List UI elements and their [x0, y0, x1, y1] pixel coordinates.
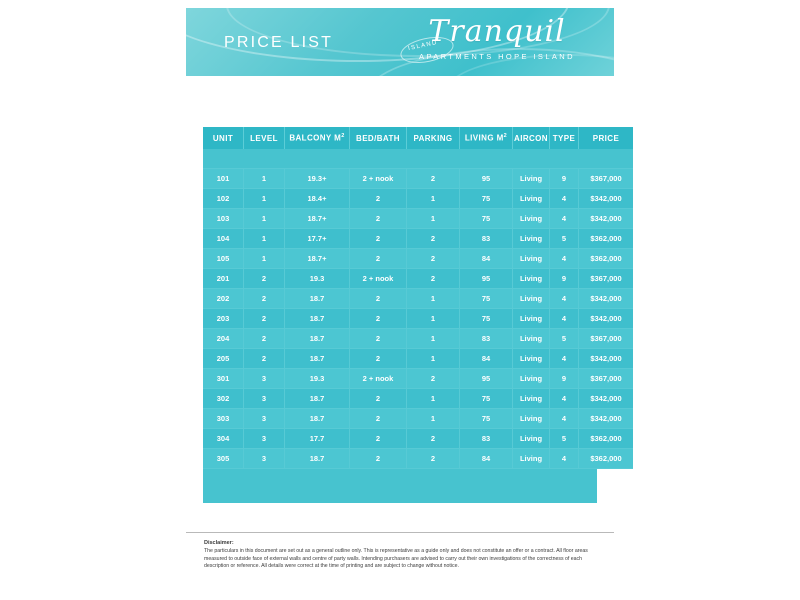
- column-header-balcony: [285, 127, 350, 149]
- header-banner: [186, 8, 614, 76]
- cell-bedbath: 2: [350, 249, 407, 269]
- cell-bedbath: 2: [350, 189, 407, 209]
- cell-aircon: Living: [513, 249, 550, 269]
- cell-type: 4: [550, 209, 579, 229]
- column-header-bedbath: BED/BATH: [350, 127, 407, 149]
- cell-living: 75: [460, 209, 513, 229]
- disclaimer-title: Disclaimer:: [204, 540, 234, 546]
- cell-living: 75: [460, 289, 513, 309]
- cell-price: $367,000: [579, 369, 634, 389]
- table-row: [203, 249, 633, 269]
- cell-parking: 1: [407, 289, 460, 309]
- cell-aircon: Living: [513, 369, 550, 389]
- column-header-unit: UNIT: [203, 127, 244, 149]
- price-table-container: [203, 127, 622, 503]
- cell-aircon: Living: [513, 449, 550, 469]
- table-row: [203, 389, 633, 409]
- table-body: [203, 149, 633, 469]
- cell-parking: 2: [407, 169, 460, 189]
- cell-price: $362,000: [579, 429, 634, 449]
- cell-balcony: 18.7: [285, 389, 350, 409]
- cell-unit: 205: [203, 349, 244, 369]
- column-header-parking: PARKING: [407, 127, 460, 149]
- cell-living: 75: [460, 309, 513, 329]
- cell-aircon: Living: [513, 329, 550, 349]
- cell-unit: 203: [203, 309, 244, 329]
- cell-unit: 301: [203, 369, 244, 389]
- cell-price: $367,000: [579, 329, 634, 349]
- cell-level: 3: [244, 449, 285, 469]
- cell-living: 84: [460, 349, 513, 369]
- cell-level: 1: [244, 209, 285, 229]
- cell-parking: 1: [407, 349, 460, 369]
- cell-living: 95: [460, 169, 513, 189]
- cell-level: 2: [244, 349, 285, 369]
- cell-unit: 303: [203, 409, 244, 429]
- cell-level: 3: [244, 389, 285, 409]
- cell-level: 3: [244, 429, 285, 449]
- column-header-living-sup: 2: [503, 133, 508, 140]
- column-header-aircon: AIRCON: [513, 127, 550, 149]
- cell-living: 75: [460, 389, 513, 409]
- cell-living: 95: [460, 269, 513, 289]
- table-row: [203, 209, 633, 229]
- cell-unit: 201: [203, 269, 244, 289]
- cell-parking: 2: [407, 269, 460, 289]
- table-row: [203, 349, 633, 369]
- cell-parking: 2: [407, 369, 460, 389]
- cell-unit: 305: [203, 449, 244, 469]
- cell-type: 4: [550, 189, 579, 209]
- table-spacer-row: [203, 149, 633, 169]
- cell-price: $342,000: [579, 389, 634, 409]
- cell-level: 2: [244, 289, 285, 309]
- brand-subtitle: APARTMENTS HOPE ISLAND: [419, 52, 575, 61]
- cell-type: 5: [550, 429, 579, 449]
- cell-level: 1: [244, 189, 285, 209]
- cell-price: $362,000: [579, 449, 634, 469]
- footer-divider: [186, 532, 614, 533]
- table-header-row: [203, 127, 633, 149]
- column-header-type: TYPE: [550, 127, 579, 149]
- cell-unit: 101: [203, 169, 244, 189]
- cell-living: 84: [460, 249, 513, 269]
- cell-living: 84: [460, 449, 513, 469]
- cell-price: $362,000: [579, 229, 634, 249]
- cell-balcony: 18.7: [285, 349, 350, 369]
- cell-price: $342,000: [579, 349, 634, 369]
- table-row: [203, 189, 633, 209]
- cell-level: 1: [244, 249, 285, 269]
- cell-type: 5: [550, 229, 579, 249]
- page-title: PRICE LIST: [224, 34, 334, 51]
- cell-bedbath: 2: [350, 429, 407, 449]
- cell-balcony: 18.7: [285, 289, 350, 309]
- cell-bedbath: 2 + nook: [350, 169, 407, 189]
- cell-price: $342,000: [579, 409, 634, 429]
- column-header-living-label: LIVING M: [464, 133, 504, 143]
- cell-aircon: Living: [513, 289, 550, 309]
- cell-balcony: 17.7: [285, 429, 350, 449]
- cell-aircon: Living: [513, 189, 550, 209]
- cell-balcony: 18.7: [285, 329, 350, 349]
- cell-price: $367,000: [579, 169, 634, 189]
- cell-type: 4: [550, 309, 579, 329]
- cell-aircon: Living: [513, 269, 550, 289]
- cell-type: 9: [550, 269, 579, 289]
- cell-aircon: Living: [513, 309, 550, 329]
- column-header-price: PRICE: [579, 127, 634, 149]
- cell-unit: 105: [203, 249, 244, 269]
- cell-balcony: 18.4+: [285, 189, 350, 209]
- cell-level: 3: [244, 409, 285, 429]
- cell-parking: 1: [407, 409, 460, 429]
- cell-type: 4: [550, 449, 579, 469]
- table-row: [203, 369, 633, 389]
- cell-price: $342,000: [579, 289, 634, 309]
- cell-bedbath: 2: [350, 209, 407, 229]
- cell-parking: 1: [407, 209, 460, 229]
- table-row: [203, 169, 633, 189]
- cell-level: 3: [244, 369, 285, 389]
- cell-unit: 103: [203, 209, 244, 229]
- cell-balcony: 18.7: [285, 449, 350, 469]
- cell-living: 83: [460, 429, 513, 449]
- cell-parking: 2: [407, 429, 460, 449]
- cell-aircon: Living: [513, 229, 550, 249]
- cell-level: 2: [244, 309, 285, 329]
- table-row: [203, 329, 633, 349]
- cell-parking: 1: [407, 189, 460, 209]
- cell-balcony: 18.7: [285, 409, 350, 429]
- disclaimer-body: The particulars in this document are set out as a general outline only. This is representative as a guide only and does not constitute an offer or a contract. All floor areas measured to outside face of external walls and centre of party walls. Intending purchasers are advised to carry out their own investigations of the correctness of each description or reference. All details were correct at the time of printing and are subject to change without notice.: [204, 548, 588, 569]
- cell-bedbath: 2: [350, 449, 407, 469]
- table-row: [203, 289, 633, 309]
- cell-type: 9: [550, 169, 579, 189]
- cell-parking: 1: [407, 389, 460, 409]
- brand-mark-label: ISLAND: [407, 39, 439, 53]
- cell-living: 95: [460, 369, 513, 389]
- cell-unit: 302: [203, 389, 244, 409]
- column-header-balcony-label: BALCONY M: [289, 133, 342, 143]
- cell-bedbath: 2: [350, 349, 407, 369]
- cell-balcony: 17.7+: [285, 229, 350, 249]
- cell-level: 2: [244, 269, 285, 289]
- table-spacer-cell: [203, 149, 633, 169]
- cell-price: $367,000: [579, 269, 634, 289]
- brand-logo: [392, 16, 602, 61]
- cell-parking: 2: [407, 249, 460, 269]
- cell-level: 1: [244, 229, 285, 249]
- cell-unit: 304: [203, 429, 244, 449]
- cell-price: $362,000: [579, 249, 634, 269]
- cell-type: 4: [550, 249, 579, 269]
- cell-bedbath: 2: [350, 229, 407, 249]
- column-header-balcony-sup: 2: [341, 133, 345, 140]
- cell-bedbath: 2: [350, 409, 407, 429]
- cell-parking: 1: [407, 309, 460, 329]
- cell-parking: 2: [407, 449, 460, 469]
- cell-bedbath: 2: [350, 389, 407, 409]
- table-row: [203, 309, 633, 329]
- cell-unit: 104: [203, 229, 244, 249]
- cell-unit: 204: [203, 329, 244, 349]
- cell-balcony: 19.3: [285, 369, 350, 389]
- cell-aircon: Living: [513, 349, 550, 369]
- cell-type: 4: [550, 349, 579, 369]
- cell-balcony: 18.7+: [285, 209, 350, 229]
- column-header-level: LEVEL: [244, 127, 285, 149]
- cell-price: $342,000: [579, 309, 634, 329]
- cell-aircon: Living: [513, 429, 550, 449]
- cell-living: 83: [460, 229, 513, 249]
- cell-unit: 102: [203, 189, 244, 209]
- price-table: [203, 127, 633, 469]
- cell-type: 4: [550, 409, 579, 429]
- brand-name: Tranquil: [428, 14, 566, 49]
- cell-living: 83: [460, 329, 513, 349]
- cell-type: 5: [550, 329, 579, 349]
- cell-bedbath: 2: [350, 329, 407, 349]
- cell-aircon: Living: [513, 389, 550, 409]
- cell-balcony: 19.3: [285, 269, 350, 289]
- table-row: [203, 429, 633, 449]
- cell-balcony: 19.3+: [285, 169, 350, 189]
- column-header-living: [460, 127, 513, 149]
- table-row: [203, 269, 633, 289]
- cell-bedbath: 2 + nook: [350, 269, 407, 289]
- table-row: [203, 409, 633, 429]
- cell-balcony: 18.7: [285, 309, 350, 329]
- cell-bedbath: 2: [350, 309, 407, 329]
- cell-level: 2: [244, 329, 285, 349]
- cell-type: 4: [550, 289, 579, 309]
- cell-living: 75: [460, 409, 513, 429]
- cell-aircon: Living: [513, 169, 550, 189]
- cell-unit: 202: [203, 289, 244, 309]
- cell-bedbath: 2: [350, 289, 407, 309]
- cell-type: 4: [550, 389, 579, 409]
- cell-price: $342,000: [579, 189, 634, 209]
- cell-living: 75: [460, 189, 513, 209]
- cell-balcony: 18.7+: [285, 249, 350, 269]
- cell-parking: 1: [407, 329, 460, 349]
- cell-aircon: Living: [513, 209, 550, 229]
- cell-price: $342,000: [579, 209, 634, 229]
- cell-parking: 2: [407, 229, 460, 249]
- table-row: [203, 229, 633, 249]
- cell-aircon: Living: [513, 409, 550, 429]
- table-row: [203, 449, 633, 469]
- cell-level: 1: [244, 169, 285, 189]
- cell-bedbath: 2 + nook: [350, 369, 407, 389]
- cell-type: 9: [550, 369, 579, 389]
- disclaimer-block: [204, 540, 604, 571]
